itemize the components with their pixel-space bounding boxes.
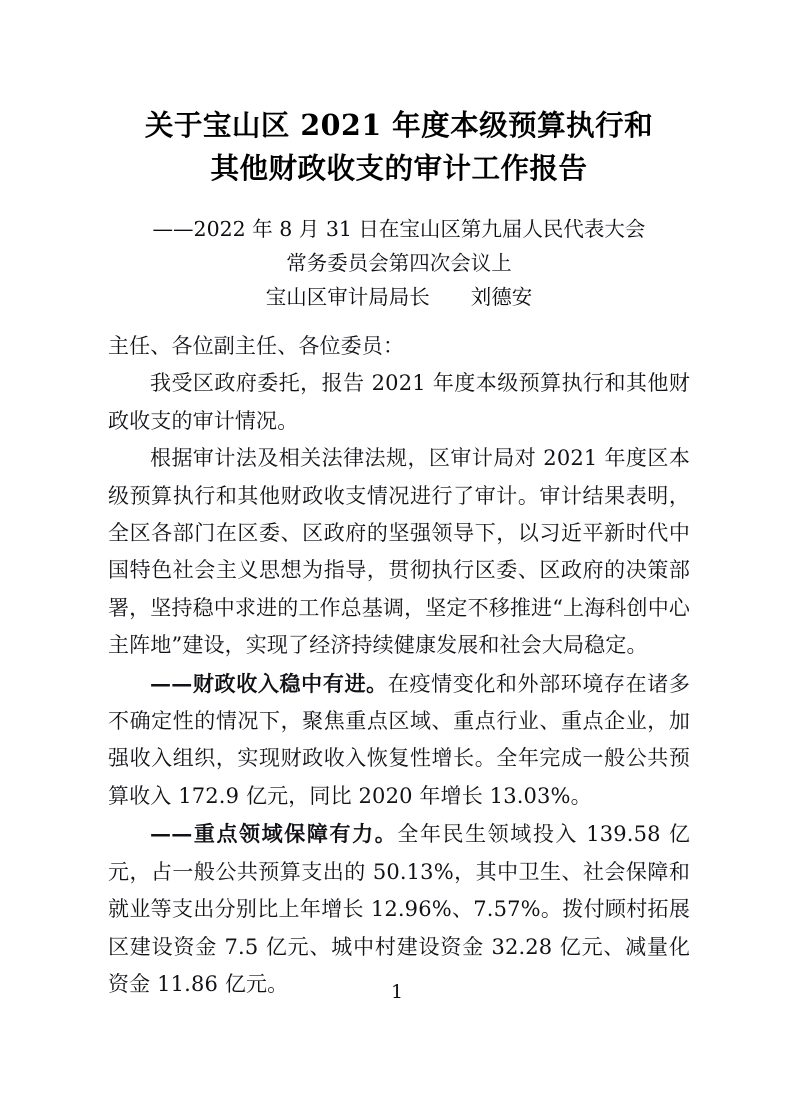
- paragraph-audit-basis: [108, 440, 690, 664]
- paragraph-text: 根据审计法及相关法律法规，区审计局对 2021 年度区本级预算执行和其他财政收支情况进行了审计。审计结果表明，全区各部门在区委、区政府的坚强领导下，以习近平新时代中国特色社会主义思想为指导，贯彻执行区委、区政府的决策部署，坚持稳中求进的工作总基调，坚定不移推进“上海科创中心主阵地”建设，实现了经济持续健康发展和社会大局稳定。: [108, 446, 690, 658]
- subtitle-line-session-date: ——2022 年 8 月 31 日在宝山区第九届人民代表大会: [152, 217, 646, 241]
- paragraph-lead-key-areas: ——重点领域保障有力。: [150, 821, 398, 847]
- document-title-line-1: 关于宝山区 2021 年度本级预算执行和: [144, 108, 654, 142]
- paragraph-text: 我受区政府委托，报告 2021 年度本级预算执行和其他财政收支的审计情况。: [108, 371, 690, 433]
- subtitle-line-presenter: 宝山区审计局局长 刘德安: [265, 285, 533, 309]
- paragraph-key-areas: [108, 815, 690, 1003]
- paragraph-commission: [108, 365, 690, 440]
- paragraph-lead-fiscal-revenue: ——财政收入稳中有进。: [150, 670, 388, 696]
- salutation: 主任、各位副主任、各位委员：: [108, 334, 405, 358]
- paragraph-fiscal-revenue: [108, 665, 690, 816]
- document-content-column: [108, 0, 690, 1003]
- paragraph-text: 全年民生领域投入 139.58 亿元，占一般公共预算支出的 50.13%，其中卫生、社会保障和就业等支出分别比上年增长 12.96%、7.57%。拨付顾村拓展区建设资金 7.5 亿元、城中村建设资金 32.28 亿元、减量化资金 11.86 亿元。: [108, 822, 690, 996]
- document-title: [108, 0, 690, 190]
- paragraph-text: 在疫情变化和外部环境存在诸多不确定性的情况下，聚焦重点区域、重点行业、重点企业，加强收入组织，实现财政收入恢复性增长。全年完成一般公共预算收入 172.9 亿元，同比 2020 年增长 13.03%。: [108, 671, 690, 808]
- page-number: 1: [390, 981, 404, 1003]
- document-subtitle: [108, 190, 690, 314]
- document-title-line-2: 其他财政收支的审计工作报告: [210, 151, 588, 185]
- document-body: [108, 314, 690, 1003]
- subtitle-line-meeting: 常务委员会第四次会议上: [286, 251, 512, 275]
